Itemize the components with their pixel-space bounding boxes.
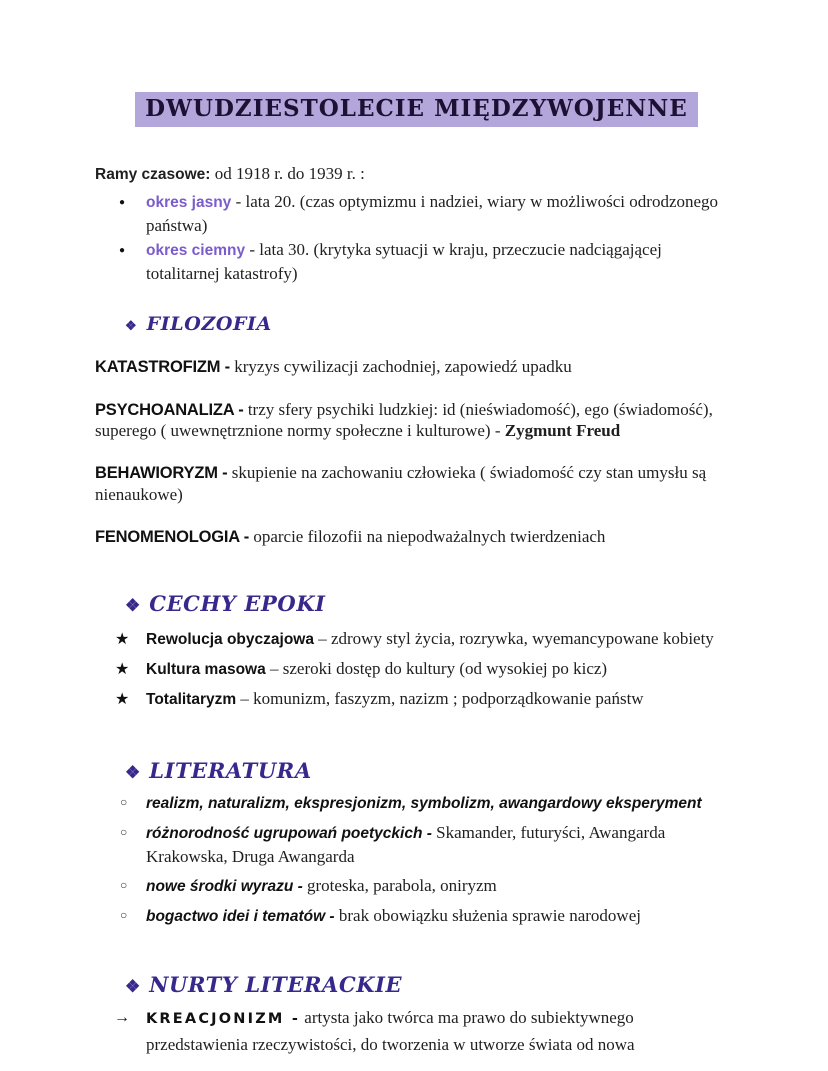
list-item xyxy=(95,684,738,714)
term: okres ciemny xyxy=(146,242,246,260)
definition-paragraph xyxy=(95,526,738,547)
star-icon: ★ xyxy=(115,661,130,679)
diamond-icon: ❖ xyxy=(125,977,141,998)
list-item xyxy=(95,904,738,928)
diamond-icon: ❖ xyxy=(125,763,141,784)
list-item xyxy=(95,874,738,898)
section-heading-literatura xyxy=(95,758,738,783)
term: KREACJONIZM - xyxy=(146,1011,301,1028)
arrow-icon: → xyxy=(114,1009,130,1027)
circle-icon: ○ xyxy=(120,908,128,923)
term: okres jasny xyxy=(146,194,232,212)
intro-list xyxy=(95,190,738,285)
star-icon: ★ xyxy=(115,691,130,709)
definition: trzy sfery psychiki ludzkiej: id (nieświadomość), ego (świadomość), superego ( uwewnętrznione normy społeczne i kulturowe) - xyxy=(95,399,713,441)
diamond-icon: ❖ xyxy=(125,596,141,617)
term: realizm, naturalizm, ekspresjonizm, symbolizm, awangardowy eksperyment xyxy=(146,795,702,813)
section-heading-cechy-epoki xyxy=(95,591,738,616)
list-item xyxy=(95,654,738,684)
nurty-list xyxy=(95,1005,738,1058)
term: bogactwo idei i tematów - xyxy=(146,908,335,926)
term: FENOMENOLOGIA - xyxy=(95,527,250,546)
definition: Skamander, futuryści, Awangarda Krakowska, Druga Awangarda xyxy=(146,823,666,867)
definition: – komunizm, faszyzm, nazizm ; podporządkowanie państw xyxy=(240,689,644,709)
bullet-dot-icon: ● xyxy=(119,245,126,257)
intro-range: od 1918 r. do 1939 r. : xyxy=(214,164,365,183)
term: różnorodność ugrupowań poetyckich - xyxy=(146,825,432,843)
term: Kultura masowa xyxy=(146,661,266,679)
definition: - lata 30. (krytyka sytuacji w kraju, przeczucie nadciągającej totalitarnej katastrofy) xyxy=(146,240,662,284)
list-item xyxy=(95,190,738,237)
term: BEHAWIORYZM - xyxy=(95,464,228,483)
term: Totalitaryzm xyxy=(146,691,237,709)
list-item xyxy=(95,791,738,815)
list-item xyxy=(95,238,738,285)
term: nowe środki wyrazu - xyxy=(146,878,303,896)
definition-paragraph xyxy=(95,462,738,505)
title-row xyxy=(95,92,738,127)
definition: – szeroki dostęp do kultury (od wysokiej po kicz) xyxy=(269,659,608,679)
definition: artysta jako twórca ma prawo do subiektywnego przedstawienia rzeczywistości, do tworzenia w utworze świata od nowa xyxy=(146,1008,635,1055)
term: Rewolucja obyczajowa xyxy=(146,631,314,649)
circle-icon: ○ xyxy=(120,795,128,810)
definition: brak obowiązku służenia sprawie narodowej xyxy=(338,906,641,926)
intro-label: Ramy czasowe: xyxy=(95,166,211,183)
section-title: FILOZOFIA xyxy=(146,313,272,336)
star-icon: ★ xyxy=(115,631,130,649)
section-heading-nurty-literackie xyxy=(95,972,738,997)
term: PSYCHOANALIZA - xyxy=(95,400,244,419)
list-item xyxy=(95,1005,738,1058)
definition-paragraph xyxy=(95,356,738,377)
definition: oparcie filozofii na niepodważalnych twierdzeniach xyxy=(253,526,606,546)
list-item xyxy=(95,624,738,654)
definition-paragraph xyxy=(95,399,738,442)
intro-line xyxy=(95,163,738,185)
definition: kryzys cywilizacji zachodniej, zapowiedź upadku xyxy=(234,357,572,377)
definition: groteska, parabola, oniryzm xyxy=(307,876,497,896)
definition: – zdrowy styl życia, rozrywka, wyemancypowane kobiety xyxy=(318,629,714,649)
definition: - lata 20. (czas optymizmu i nadziei, wiary w możliwości odrodzonego państwa) xyxy=(146,192,719,236)
term: KATASTROFIZM - xyxy=(95,358,230,377)
circle-icon: ○ xyxy=(120,878,128,893)
list-item xyxy=(95,821,738,868)
bullet-dot-icon: ● xyxy=(119,197,126,209)
literatura-list xyxy=(95,791,738,928)
section-title: LITERATURA xyxy=(149,758,312,784)
section-heading-filozofia xyxy=(95,313,738,335)
section-title: CECHY EPOKI xyxy=(149,591,326,617)
author-name: Zygmunt Freud xyxy=(504,421,621,441)
definition: skupienie na zachowaniu człowieka ( świadomość czy stan umysłu są nienaukowe) xyxy=(95,463,707,504)
circle-icon: ○ xyxy=(120,825,128,840)
diamond-icon: ❖ xyxy=(125,319,137,335)
cechy-epoki-list xyxy=(95,624,738,714)
section-title: NURTY LITERACKIE xyxy=(149,972,403,998)
page-title: DWUDZIESTOLECIE MIĘDZYWOJENNE xyxy=(135,92,698,127)
